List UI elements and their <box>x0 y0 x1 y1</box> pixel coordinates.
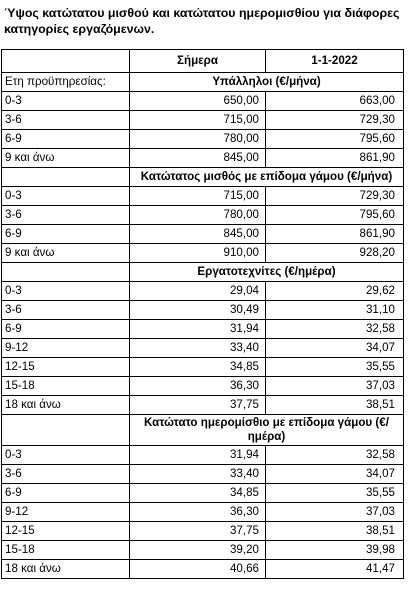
header-empty-cell <box>2 50 130 73</box>
years-cell: 9 και άνω <box>2 244 130 263</box>
today-value-cell: 715,00 <box>130 187 266 206</box>
section-heading-row <box>2 168 404 187</box>
future-value-cell: 861,90 <box>266 225 404 244</box>
table-row <box>2 149 404 168</box>
future-value-cell: 37,03 <box>266 377 404 396</box>
years-cell: 9 και άνω <box>2 149 130 168</box>
future-value-cell: 32,58 <box>266 446 404 465</box>
table-row <box>2 560 404 579</box>
section-label <box>2 415 130 446</box>
future-value-cell: 41,47 <box>266 560 404 579</box>
table-row <box>2 111 404 130</box>
section-label <box>2 168 130 187</box>
table-row <box>2 377 404 396</box>
table-row <box>2 446 404 465</box>
table-row <box>2 225 404 244</box>
years-cell: 3-6 <box>2 111 130 130</box>
future-value-cell: 663,00 <box>266 92 404 111</box>
table-header-row <box>2 50 404 73</box>
years-cell: 12-15 <box>2 522 130 541</box>
years-cell: 6-9 <box>2 484 130 503</box>
today-value-cell: 845,00 <box>130 149 266 168</box>
years-cell: 6-9 <box>2 130 130 149</box>
years-cell: 3-6 <box>2 301 130 320</box>
table-row <box>2 396 404 415</box>
today-value-cell: 845,00 <box>130 225 266 244</box>
section-heading: Κατώτατο ημερομίσθιο με επίδομα γάμου (€/ ημέρα) <box>130 415 404 446</box>
future-value-cell: 39,98 <box>266 541 404 560</box>
today-value-cell: 30,49 <box>130 301 266 320</box>
future-value-cell: 38,51 <box>266 522 404 541</box>
today-value-cell: 31,94 <box>130 320 266 339</box>
future-value-cell: 31,10 <box>266 301 404 320</box>
table-row <box>2 484 404 503</box>
table-row <box>2 206 404 225</box>
years-cell: 0-3 <box>2 446 130 465</box>
today-value-cell: 29,04 <box>130 282 266 301</box>
today-value-cell: 33,40 <box>130 465 266 484</box>
table-row <box>2 339 404 358</box>
future-value-cell: 928,20 <box>266 244 404 263</box>
wage-table <box>1 49 404 579</box>
table-row <box>2 358 404 377</box>
today-value-cell: 37,75 <box>130 396 266 415</box>
table-row <box>2 244 404 263</box>
years-cell: 18 και άνω <box>2 396 130 415</box>
years-cell: 9-12 <box>2 339 130 358</box>
today-value-cell: 36,30 <box>130 377 266 396</box>
future-value-cell: 729,30 <box>266 187 404 206</box>
table-row <box>2 465 404 484</box>
today-value-cell: 36,30 <box>130 503 266 522</box>
years-cell: 18 και άνω <box>2 560 130 579</box>
table-row <box>2 320 404 339</box>
future-value-cell: 795,60 <box>266 130 404 149</box>
header-date: 1-1-2022 <box>266 50 404 73</box>
section-heading: Εργατοτεχνίτες (€/ημέρα) <box>130 263 404 282</box>
table-row <box>2 92 404 111</box>
years-cell: 15-18 <box>2 377 130 396</box>
today-value-cell: 39,20 <box>130 541 266 560</box>
table-row <box>2 187 404 206</box>
today-value-cell: 34,85 <box>130 358 266 377</box>
today-value-cell: 780,00 <box>130 130 266 149</box>
future-value-cell: 32,58 <box>266 320 404 339</box>
section-heading: Κατώτατος μισθός με επίδομα γάμου (€/μήνα) <box>130 168 404 187</box>
table-row <box>2 503 404 522</box>
today-value-cell: 33,40 <box>130 339 266 358</box>
today-value-cell: 780,00 <box>130 206 266 225</box>
future-value-cell: 729,30 <box>266 111 404 130</box>
years-cell: 3-6 <box>2 206 130 225</box>
table-row <box>2 301 404 320</box>
table-row <box>2 541 404 560</box>
years-cell: 12-15 <box>2 358 130 377</box>
section-label <box>2 263 130 282</box>
years-cell: 0-3 <box>2 187 130 206</box>
table-row <box>2 282 404 301</box>
future-value-cell: 35,55 <box>266 358 404 377</box>
future-value-cell: 795,60 <box>266 206 404 225</box>
years-cell: 3-6 <box>2 465 130 484</box>
section-label: Ετη προϋπηρεσίας: <box>2 73 130 92</box>
section-heading: Υπάλληλοι (€/μήνα) <box>130 73 404 92</box>
today-value-cell: 715,00 <box>130 111 266 130</box>
table-row <box>2 130 404 149</box>
future-value-cell: 34,07 <box>266 339 404 358</box>
section-heading-row <box>2 263 404 282</box>
today-value-cell: 31,94 <box>130 446 266 465</box>
today-value-cell: 650,00 <box>130 92 266 111</box>
years-cell: 0-3 <box>2 282 130 301</box>
section-heading-row <box>2 73 404 92</box>
years-cell: 15-18 <box>2 541 130 560</box>
today-value-cell: 37,75 <box>130 522 266 541</box>
header-today: Σήμερα <box>130 50 266 73</box>
future-value-cell: 35,55 <box>266 484 404 503</box>
years-cell: 9-12 <box>2 503 130 522</box>
today-value-cell: 910,00 <box>130 244 266 263</box>
future-value-cell: 29,62 <box>266 282 404 301</box>
years-cell: 0-3 <box>2 92 130 111</box>
future-value-cell: 37,03 <box>266 503 404 522</box>
today-value-cell: 40,66 <box>130 560 266 579</box>
years-cell: 6-9 <box>2 320 130 339</box>
today-value-cell: 34,85 <box>130 484 266 503</box>
document-title: Ύψος κατώτατου μισθού και κατώτατου ημερομισθίου για διάφορες κατηγορίες εργαζόμενων. <box>4 6 400 36</box>
future-value-cell: 861,90 <box>266 149 404 168</box>
table-row <box>2 522 404 541</box>
section-heading-row <box>2 415 404 446</box>
future-value-cell: 38,51 <box>266 396 404 415</box>
years-cell: 6-9 <box>2 225 130 244</box>
future-value-cell: 34,07 <box>266 465 404 484</box>
